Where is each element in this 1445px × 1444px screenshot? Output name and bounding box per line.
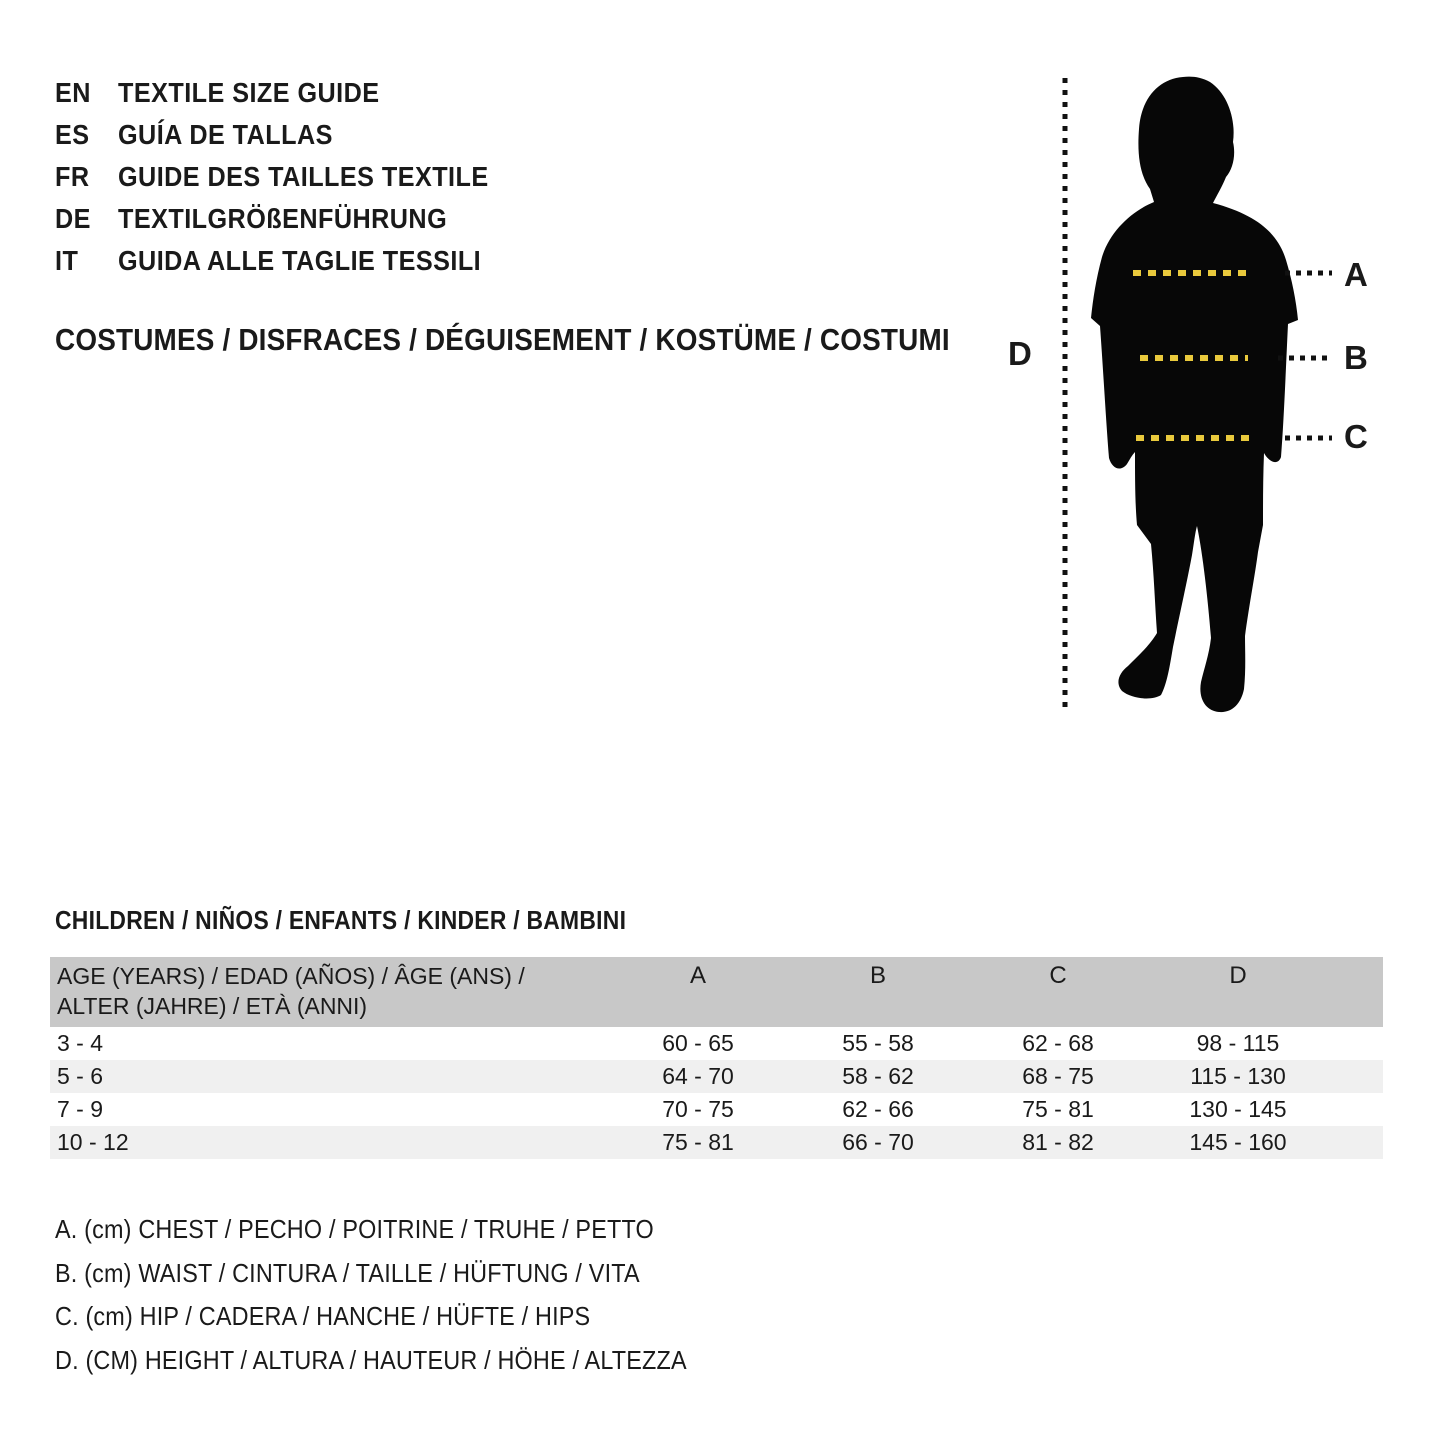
- waist-cell: 55 - 58: [842, 1030, 914, 1056]
- height-label-d: D: [1008, 335, 1032, 372]
- column-header-d: D: [1229, 962, 1247, 989]
- language-code: ES: [55, 119, 90, 150]
- language-row-fr: [55, 156, 489, 198]
- language-title-list: [55, 72, 537, 282]
- table-row: [50, 1093, 1383, 1126]
- category-title: COSTUMES / DISFRACES / DÉGUISEMENT / KOSTÜME / COSTUMI: [55, 322, 950, 357]
- age-header-line2: ALTER (JAHRE) / ETÀ (ANNI): [57, 993, 368, 1019]
- hip-cell: 68 - 75: [1022, 1063, 1094, 1089]
- column-header-a: A: [689, 962, 706, 989]
- language-title: TEXTILGRÖßENFÜHRUNG: [118, 203, 448, 234]
- child-silhouette: [1091, 77, 1298, 712]
- children-section-title: CHILDREN / NIÑOS / ENFANTS / KINDER / BAMBINI: [55, 905, 627, 935]
- chest-cell: 64 - 70: [662, 1063, 734, 1089]
- hip-cell: 62 - 68: [1022, 1030, 1094, 1056]
- age-column-header: [50, 957, 608, 1027]
- height-cell: 145 - 160: [1189, 1129, 1287, 1155]
- waist-label-b: B: [1344, 339, 1368, 376]
- table-header-row: [50, 957, 1383, 1027]
- chest-label-a: A: [1344, 256, 1368, 293]
- legend-chest: A. (cm) CHEST / PECHO / POITRINE / TRUHE / PETTO: [55, 1214, 654, 1244]
- language-code: IT: [55, 245, 79, 276]
- chest-cell: 60 - 65: [662, 1030, 734, 1056]
- measurement-legend: [55, 1208, 687, 1382]
- waist-cell: 62 - 66: [842, 1096, 914, 1122]
- size-table: [50, 957, 1383, 1159]
- legend-hip: C. (cm) HIP / CADERA / HANCHE / HÜFTE / HIPS: [55, 1301, 591, 1331]
- table-row: [50, 1060, 1383, 1093]
- language-row-de: [55, 198, 489, 240]
- table-row: [50, 1027, 1383, 1060]
- column-header-b: B: [869, 962, 886, 989]
- language-row-en: [55, 72, 489, 114]
- language-title: GUIDA ALLE TAGLIE TESSILI: [118, 245, 482, 276]
- hip-cell: 81 - 82: [1022, 1129, 1094, 1155]
- child-silhouette-figure: [1000, 55, 1420, 735]
- hip-cell: 75 - 81: [1022, 1096, 1094, 1122]
- chest-cell: 75 - 81: [662, 1129, 734, 1155]
- waist-cell: 58 - 62: [842, 1063, 914, 1089]
- column-header-c: C: [1049, 962, 1067, 989]
- height-cell: 98 - 115: [1196, 1030, 1280, 1056]
- chest-cell: 70 - 75: [662, 1096, 734, 1122]
- age-header-line1: AGE (YEARS) / EDAD (AÑOS) / ÂGE (ANS) /: [57, 963, 525, 989]
- waist-cell: 66 - 70: [842, 1129, 914, 1155]
- language-title: GUÍA DE TALLAS: [118, 119, 333, 150]
- age-cell: 5 - 6: [57, 1063, 104, 1089]
- language-code: DE: [55, 203, 91, 234]
- legend-height: D. (CM) HEIGHT / ALTURA / HAUTEUR / HÖHE / ALTEZZA: [55, 1344, 687, 1375]
- table-row: [50, 1126, 1383, 1159]
- hip-label-c: C: [1344, 418, 1368, 455]
- language-code: FR: [55, 161, 90, 192]
- language-row-es: [55, 114, 489, 156]
- language-title: GUIDE DES TAILLES TEXTILE: [118, 161, 489, 192]
- height-cell: 115 - 130: [1190, 1063, 1286, 1089]
- age-cell: 3 - 4: [57, 1030, 104, 1056]
- legend-waist: B. (cm) WAIST / CINTURA / TAILLE / HÜFTUNG / VITA: [55, 1257, 640, 1288]
- age-cell: 7 - 9: [57, 1096, 104, 1122]
- age-cell: 10 - 12: [57, 1129, 129, 1155]
- language-title: TEXTILE SIZE GUIDE: [118, 77, 380, 108]
- language-code: EN: [55, 77, 91, 108]
- language-row-it: [55, 240, 489, 282]
- height-cell: 130 - 145: [1189, 1096, 1287, 1122]
